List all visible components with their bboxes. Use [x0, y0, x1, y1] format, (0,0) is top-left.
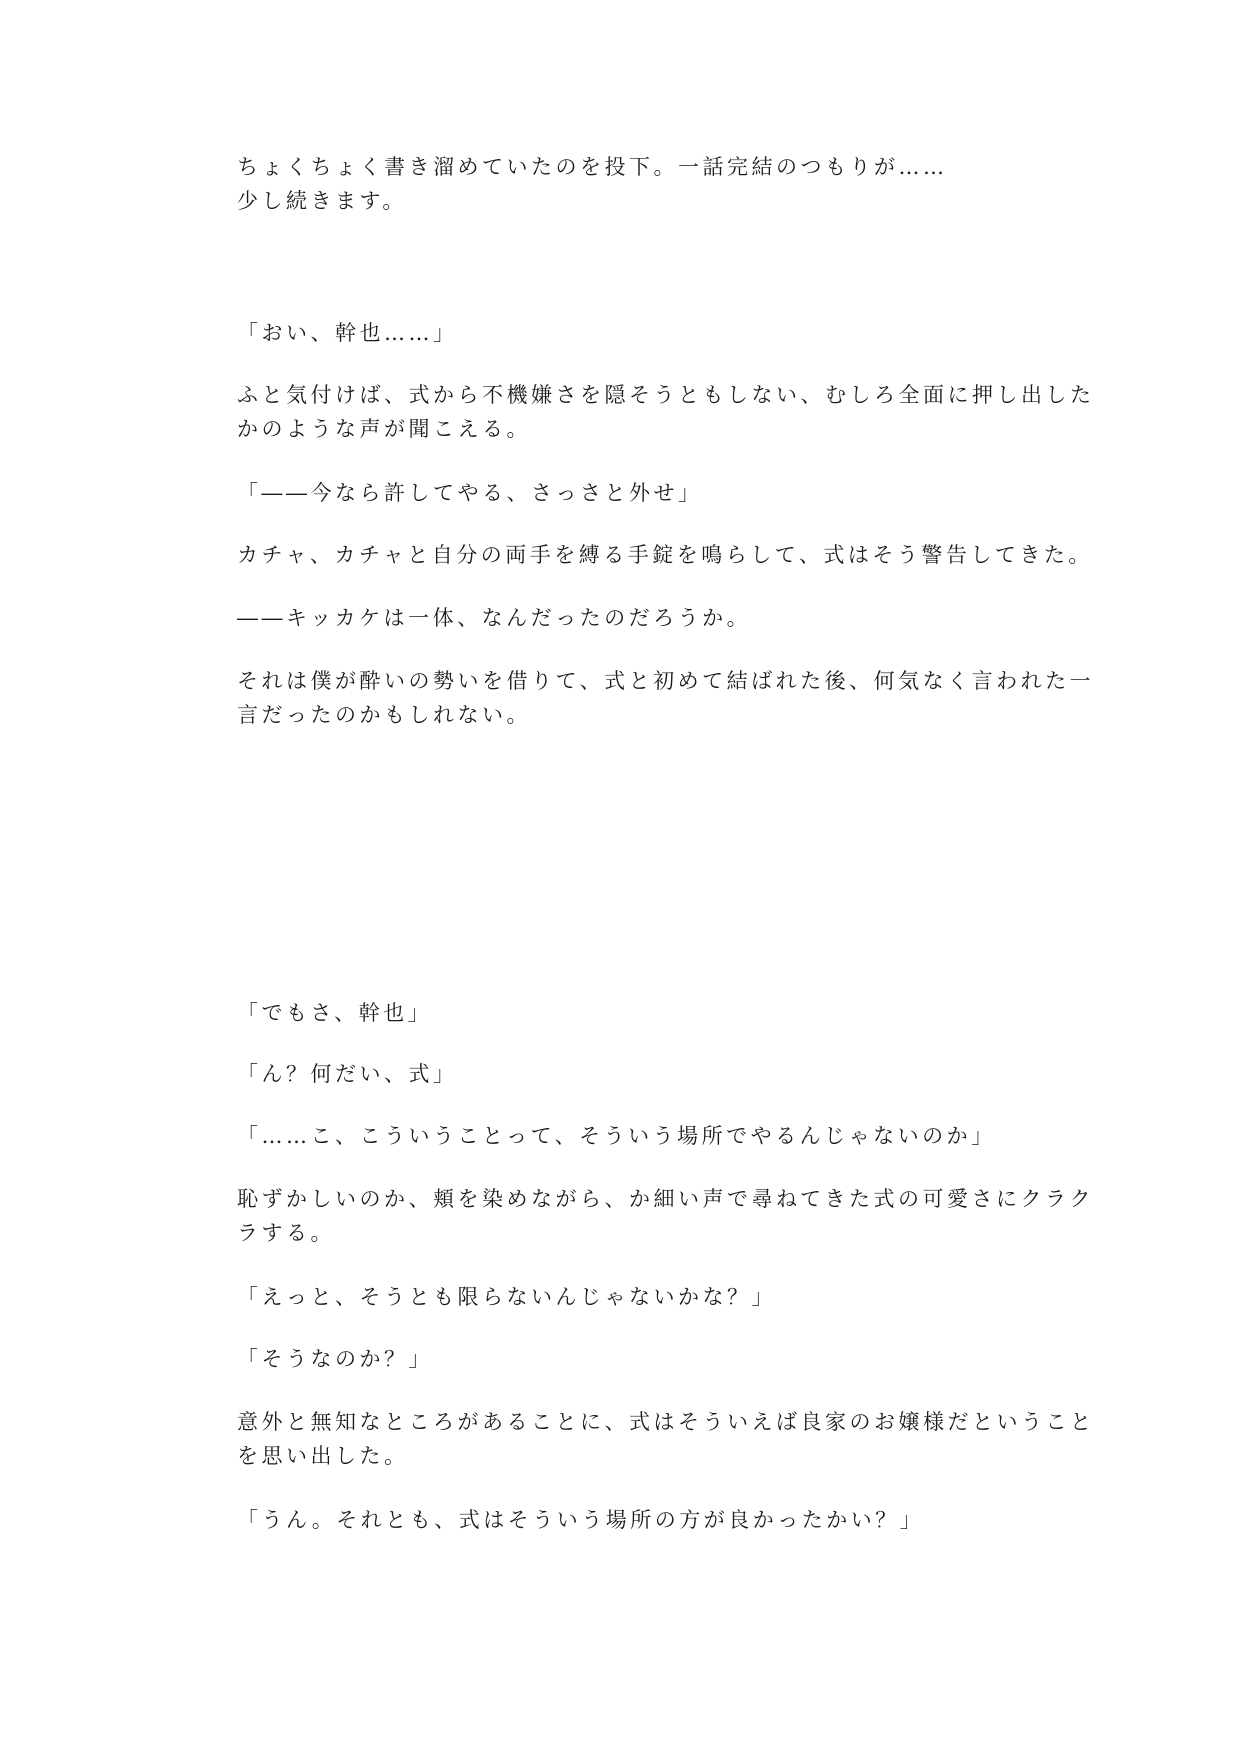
- paragraph-line: ふと気付けば、式から不機嫌さを隠そうともしない、むしろ全面に押し出した: [237, 383, 1095, 407]
- narration-line: ――キッカケは一体、なんだったのだろうか。: [237, 606, 752, 630]
- narration-paragraph: [237, 1405, 1095, 1473]
- intro-line-2: 少し続きます。: [237, 189, 407, 213]
- paragraph-line: かのような声が聞こえる。: [237, 417, 531, 441]
- dialogue-line: 「ん？何だい、式」: [237, 1062, 458, 1086]
- paragraph-line: ラする。: [237, 1221, 335, 1245]
- dialogue-line: 「……こ、こういうことって、そういう場所でやるんじゃないのか」: [237, 1124, 996, 1148]
- narration-paragraph: [237, 664, 1095, 732]
- narration-paragraph: [237, 378, 1095, 446]
- paragraph-line: を思い出した。: [237, 1444, 409, 1468]
- intro-line-1: ちょくちょく書き溜めていたのを投下。一話完結のつもりが……: [237, 155, 948, 179]
- narration-line: カチャ、カチャと自分の両手を縛る手錠を鳴らして、式はそう警告してきた。: [237, 543, 1093, 567]
- paragraph-line: それは僕が酔いの勢いを借りて、式と初めて結ばれた後、何気なく言われた一: [237, 669, 1095, 693]
- paragraph-line: 意外と無知なところがあることに、式はそういえば良家のお嬢様だということ: [237, 1410, 1095, 1434]
- dialogue-line: 「――今なら許してやる、さっさと外せ」: [237, 481, 703, 505]
- paragraph-line: 恥ずかしいのか、頬を染めながら、か細い声で尋ねてきた式の可愛さにクラク: [237, 1187, 1094, 1211]
- dialogue-line: 「でもさ、幹也」: [237, 1001, 433, 1025]
- dialogue-line: 「そうなのか？」: [237, 1347, 433, 1371]
- dialogue-line: 「えっと、そうとも限らないんじゃないかな？」: [237, 1285, 776, 1309]
- paragraph-line: 言だったのかもしれない。: [237, 703, 531, 727]
- intro-note: [237, 150, 1017, 218]
- narration-paragraph: [237, 1182, 1094, 1250]
- dialogue-line: 「おい、幹也……」: [237, 321, 458, 345]
- dialogue-line: 「うん。それとも、式はそういう場所の方が良かったかい？」: [237, 1508, 925, 1532]
